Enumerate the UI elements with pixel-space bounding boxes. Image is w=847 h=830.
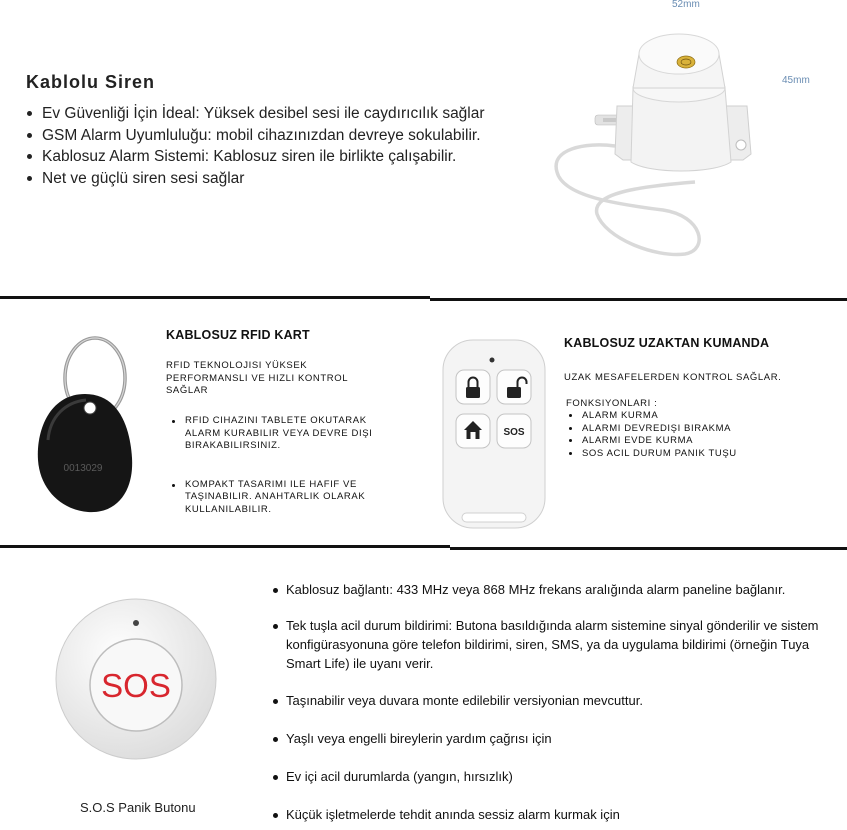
rfid-keyfob-image [30, 330, 140, 520]
sos-feature-list [270, 580, 840, 824]
remote-title: KABLOSUZ UZAKTAN KUMANDA [564, 336, 770, 350]
remote-function-list [566, 410, 737, 460]
list-item: Net ve güçlü siren sesi sağlar [26, 168, 485, 190]
list-item: Taşınabilir veya duvara monte edilebilir versiyonian mevcuttur. [270, 691, 840, 710]
remote-functions-label: FONKSIYONLARI : [566, 398, 658, 409]
list-item: Küçük işletmelerde tehdit anında sessiz alarm kurmak için [270, 805, 840, 824]
list-item: ALARMI EVDE KURMA [566, 435, 737, 448]
dimension-width-label: 52mm [672, 0, 700, 10]
siren-title: Kablolu Siren [26, 72, 156, 92]
remote-description: UZAK MESAFELERDEN KONTROL SAĞLAR. [564, 372, 782, 383]
list-item: Ev Güvenliği İçin İdeal: Yüksek desibel sesi ile caydırıcılık sağlar [26, 103, 485, 125]
list-item: Ev içi acil durumlarda (yangın, hırsızlık) [270, 767, 840, 786]
list-item: Kablosuz Alarm Sistemi: Kablosuz siren ile birlikte çalışabilir. [26, 146, 485, 168]
section-divider [0, 296, 430, 299]
list-item: ALARMI DEVREDIŞI BIRAKMA [566, 423, 737, 436]
list-item: Yaşlı veya engelli bireylerin yardım çağrısı için [270, 729, 840, 748]
dimension-height-label: 45mm [782, 75, 810, 86]
list-item: KOMPAKT TASARIMI ILE HAFIF VE TAŞINABILIR. ANAHTARLIK OLARAK KULLANILABILIR. [166, 479, 381, 517]
list-item: ALARM KURMA [566, 410, 737, 423]
section-divider [430, 298, 847, 301]
sos-panic-button-image [52, 595, 222, 765]
sos-caption: S.O.S Panik Butonu [80, 800, 196, 815]
keyfob-print: 0013029 [63, 463, 103, 474]
siren-feature-list [26, 103, 485, 189]
sos-key-label: SOS [503, 427, 525, 438]
section-divider [450, 547, 847, 550]
list-item: SOS ACIL DURUM PANIK TUŞU [566, 448, 737, 461]
list-item: Tek tuşla acil durum bildirimi: Butona basıldığında alarm sistemine sinyal gönderilir ve sistem konfigürasyonuna göre telefon bildirimi, siren, SMS, ya da uygulama bildirimi (örneğin Tuya Smart Life) ile uyanı verir. [270, 616, 840, 673]
remote-control-image [440, 337, 550, 532]
rfid-description: RFID TEKNOLOJISI YÜKSEK PERFORMANSLI VE HIZLI KONTROL SAĞLAR [166, 360, 348, 396]
rfid-feature-list [166, 415, 381, 516]
rfid-title: KABLOSUZ RFID KART [166, 328, 310, 342]
sos-button-label: SOS [101, 667, 171, 704]
section-divider [0, 545, 450, 548]
list-item: GSM Alarm Uyumluluğu: mobil cihazınızdan devreye sokulabilir. [26, 125, 485, 147]
list-item: RFID CIHAZINI TABLETE OKUTARAK ALARM KURABILIR VEYA DEVRE DIŞI BIRAKABILIRSINIZ. [166, 415, 381, 453]
list-item: Kablosuz bağlantı: 433 MHz veya 868 MHz frekans aralığında alarm paneline bağlanır. [270, 580, 840, 599]
wired-siren-image [545, 14, 765, 264]
